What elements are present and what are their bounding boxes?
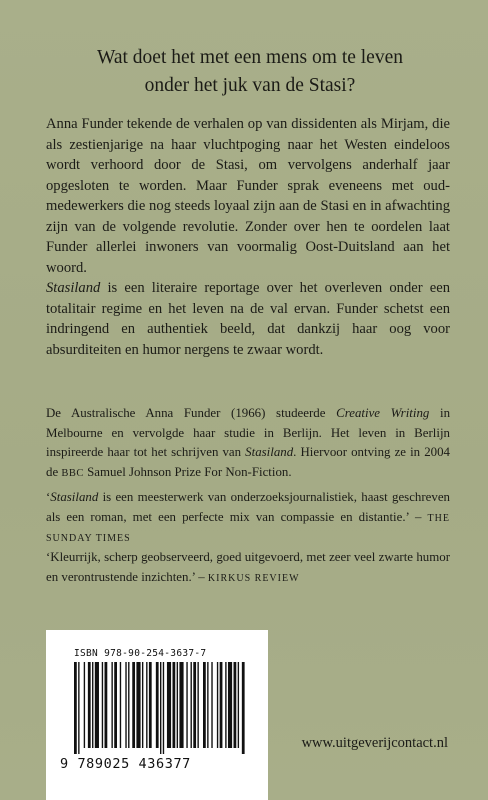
bio-text: in Melbourne en vervolgde haar studie in Berlijn. Het leven in Berlijn inspireerde haar tot het schrijven van xyxy=(46,406,451,459)
bio-text: Samuel Johnson Prize For Non-Fiction. xyxy=(83,464,292,479)
bio-book-title: Stasiland xyxy=(245,445,294,459)
blurb-paragraph-2-text: is een literaire reportage over het overleven onder een totalitair regime en het leven na de val ervan. Funder schetst een indringend en authentiek beeld, dat dankzij haar oog voor absurditeiten en humor nergens te zwaar wordt. xyxy=(46,280,450,358)
bio-text: De Australische Anna Funder (1966) studeerde xyxy=(46,406,337,420)
book-title: Stasiland xyxy=(46,280,101,296)
barcode-icon xyxy=(74,662,246,754)
quote-mark: ‘ xyxy=(46,490,51,504)
quote-text: is een meesterwerk van onderzoeksjournalistiek, haast geschreven als een roman, met een perfecte mix van compassie en distantie.’ – xyxy=(46,490,450,524)
headline-line-2: onder het juk van de Stasi? xyxy=(144,75,356,96)
quote-book-title: Stasiland xyxy=(50,490,99,504)
author-bio xyxy=(46,404,450,483)
blurb xyxy=(46,114,450,360)
quote-source: THE SUNDAY TIMES xyxy=(46,512,450,544)
ean-number: 9 789025 436377 xyxy=(60,756,191,772)
review-quote-2 xyxy=(46,548,450,588)
bio-text: . Hiervoor ontving ze in 2004 de xyxy=(46,445,450,479)
blurb-paragraph-1: Anna Funder tekende de verhalen op van dissidenten als Mirjam, die als zestienjarige na haar vluchtpoging naar het Westen eindeloos wordt verhoord door de Stasi, om vervolgens anderhalf jaar opgesloten te worden. Maar Funder sprak eveneens met oud-medewerkers die nog steeds loyaal zijn aan de Stasi en in afwachting zijn van de volgende revolutie. Zonder over hen te oordelen laat Funder allerlei inwoners van voormalig Oost-Duitsland aan het woord. xyxy=(46,116,450,276)
bio-course: Creative Writing xyxy=(336,406,430,420)
isbn-label: ISBN 978-90-254-3637-7 xyxy=(74,648,207,659)
quote-text: ‘Kleurrijk, scherp geobserveerd, goed uitgevoerd, met zeer veel zwarte humor en verontrustende inzichten.’ – xyxy=(46,550,450,584)
bio-broadcaster: BBC xyxy=(61,467,84,479)
blurb-paragraph-2 xyxy=(46,278,450,360)
review-quote-1 xyxy=(46,488,450,549)
barcode-panel xyxy=(46,630,268,800)
publisher-url[interactable]: www.uitgeverijcontact.nl xyxy=(301,735,448,751)
headline xyxy=(40,44,460,100)
headline-line-1: Wat doet het met een mens om te leven xyxy=(97,47,403,68)
quote-source: KIRKUS REVIEW xyxy=(207,572,300,584)
